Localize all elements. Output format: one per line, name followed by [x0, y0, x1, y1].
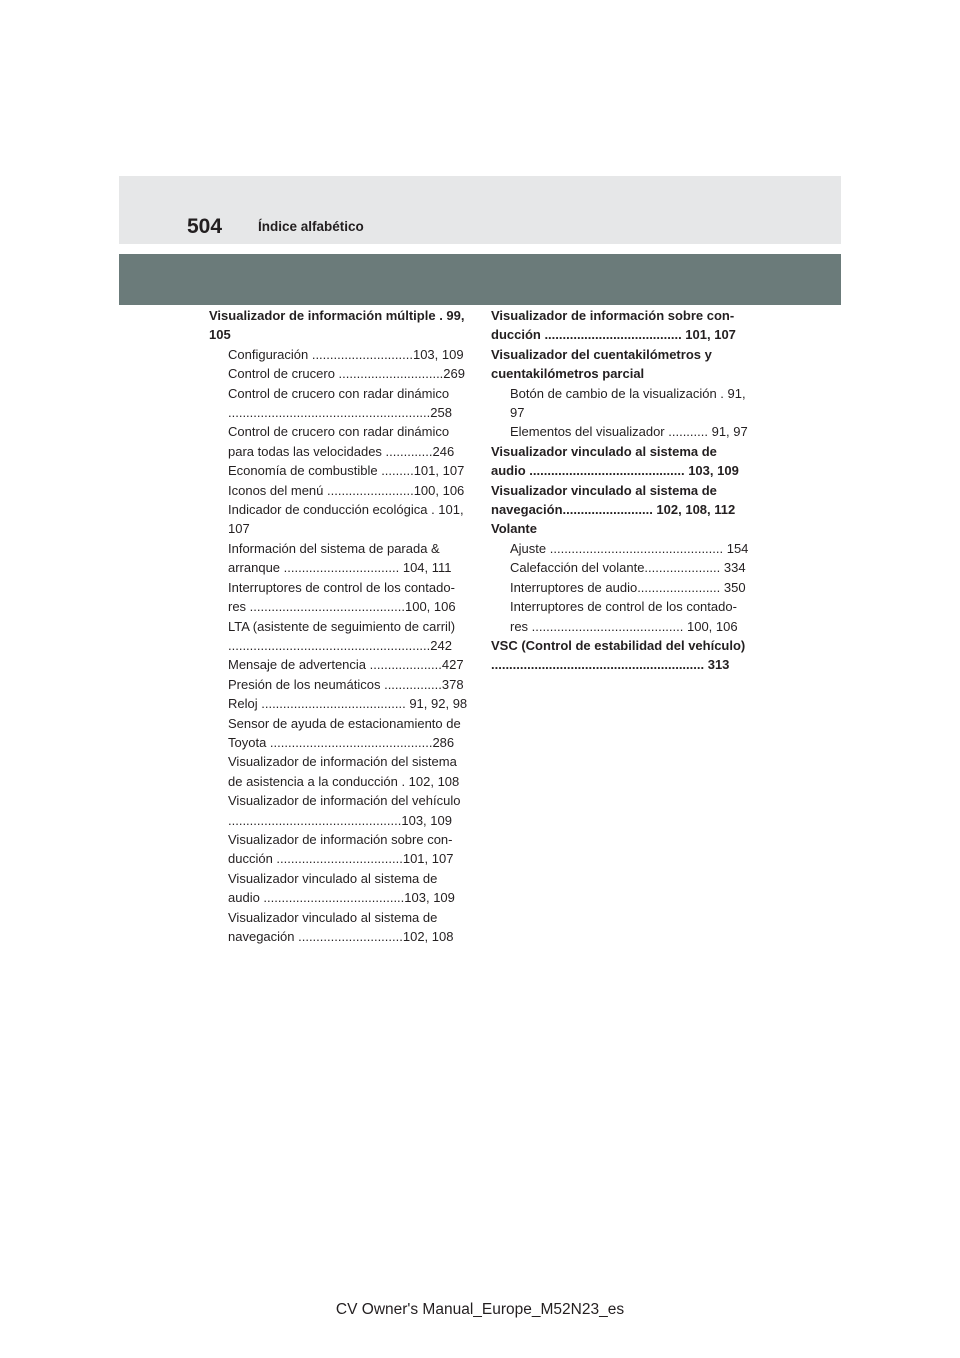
index-entry-line: Reloj ........................................ 91, 92, 98 [228, 696, 468, 712]
index-entry-line: Visualizador vinculado al sistema de [491, 443, 717, 459]
index-subentry [209, 617, 465, 656]
index-subentry [209, 908, 465, 947]
index-entry-line: Visualizador del cuentakilómetros y [491, 346, 712, 362]
index-entry [491, 481, 747, 520]
index-subentry [209, 752, 465, 791]
index-entry-line: res .......................................... 100, 106 [510, 618, 738, 634]
index-column-left [209, 306, 468, 946]
index-entry-line: cuentakilómetros parcial [491, 366, 645, 382]
index-entry-line: ducción ...................................101, 107 [228, 851, 454, 867]
index-entry-line: Interruptores de audio....................... 350 [510, 579, 746, 595]
index-entry-line: ........................................................242 [228, 637, 452, 653]
index-entry-line: audio ........................................... 103, 109 [491, 463, 739, 479]
index-subentry [209, 714, 465, 753]
index-entry-line: Interruptores de control de los contado- [510, 599, 737, 615]
index-entry-line: ................................................103, 109 [228, 812, 452, 828]
index-entry [491, 306, 747, 345]
index-entry-line: 105 [209, 327, 231, 343]
index-entry [491, 442, 747, 481]
index-entry-line: VSC (Control de estabilidad del vehículo) [491, 637, 746, 653]
index-subentry [491, 578, 747, 597]
index-subentry [209, 345, 465, 364]
index-entry-line: Visualizador de información sobre con- [228, 831, 453, 847]
index-subentry [209, 791, 465, 830]
index-subentry [209, 461, 465, 480]
index-entry [209, 306, 465, 345]
index-entry-line: arranque ................................ 104, 111 [228, 560, 452, 576]
index-entry-line: LTA (asistente de seguimiento de carril) [228, 618, 456, 634]
index-entry-line: Visualizador de información múltiple . 99, [209, 308, 465, 323]
index-entry-line: Interruptores de control de los contado- [228, 579, 455, 595]
index-entry-line: Ajuste ................................................ 154 [510, 540, 749, 556]
index-entry-line: Elementos del visualizador ........... 91, 97 [510, 424, 748, 440]
index-subentry [209, 539, 465, 578]
page-number: 504 [187, 215, 223, 238]
index-subentry [209, 675, 465, 694]
index-entry-line: Botón de cambio de la visualización . 91, [510, 385, 746, 401]
index-entry-line: res ...........................................100, 106 [228, 599, 456, 615]
index-entry-line: Mensaje de advertencia ....................427 [228, 657, 464, 673]
index-entry-line: para todas las velocidades .............246 [228, 443, 455, 459]
index-subentry [209, 830, 465, 869]
index-subentry [209, 481, 465, 500]
index-entry-line: Visualizador de información sobre con- [491, 308, 735, 323]
header-bar [119, 176, 841, 244]
index-entry-line: Información del sistema de parada & [228, 540, 440, 556]
index-entry-line: navegación .............................102, 108 [228, 929, 454, 944]
index-subentry [209, 384, 465, 423]
index-entry-line: Configuración ............................103, 109 [228, 346, 464, 362]
index-entry-line: ducción ...................................... 101, 107 [491, 327, 736, 343]
index-entry-line: Presión de los neumáticos ................378 [228, 676, 464, 692]
index-entry-line: Iconos del menú ........................100, 106 [228, 482, 465, 498]
index-entry-line: Calefacción del volante..................... 334 [510, 560, 746, 576]
index-entry-line: Visualizador de información del sistema [228, 754, 457, 770]
index-entry-line: Volante [491, 521, 537, 537]
index-entry-line: ........................................................... 313 [491, 657, 730, 673]
index-entry-line: navegación......................... 102, 108, 112 [491, 502, 736, 518]
section-title: Índice alfabético [258, 219, 364, 234]
index-subentry [209, 694, 468, 713]
index-entry-line: 97 [510, 405, 525, 421]
index-entry-line: Visualizador vinculado al sistema de [228, 870, 438, 886]
index-entry-line: de asistencia a la conducción . 102, 108 [228, 773, 460, 789]
footer-text: CV Owner's Manual_Europe_M52N23_es [335, 1301, 625, 1318]
index-subentry [209, 655, 465, 674]
index-entry [491, 519, 747, 538]
index-entry-line: Economía de combustible .........101, 107 [228, 463, 465, 479]
index-entry-line: Visualizador vinculado al sistema de [491, 482, 717, 498]
index-entry-line: Sensor de ayuda de estacionamiento de [228, 715, 461, 731]
index-entry-line: ........................................................258 [228, 405, 452, 421]
index-entry-line: Control de crucero con radar dinámico [228, 424, 450, 440]
index-entry-line: Toyota .............................................286 [228, 734, 455, 750]
index-subentry [491, 597, 747, 636]
index-subentry [491, 422, 747, 441]
index-column-right [491, 306, 747, 675]
header-band [119, 254, 841, 305]
index-subentry [491, 558, 747, 577]
index-entry-line: Control de crucero .............................269 [228, 366, 465, 382]
index-subentry [209, 422, 465, 461]
index-entry-line: Indicador de conducción ecológica . 101, [228, 502, 464, 518]
index-subentry [209, 578, 465, 617]
index-subentry [209, 364, 465, 383]
index-entry-line: 107 [228, 521, 250, 537]
index-entry-line: Visualizador de información del vehículo [228, 793, 461, 809]
index-entry [491, 345, 747, 384]
index-subentry [209, 869, 465, 908]
index-subentry [491, 539, 747, 558]
index-subentry [491, 384, 747, 423]
index-entry-line: Control de crucero con radar dinámico [228, 385, 450, 401]
index-entry-line: Visualizador vinculado al sistema de [228, 909, 438, 925]
index-subentry [209, 500, 465, 539]
index-entry [491, 636, 747, 675]
index-entry-line: audio .......................................103, 109 [228, 890, 455, 906]
